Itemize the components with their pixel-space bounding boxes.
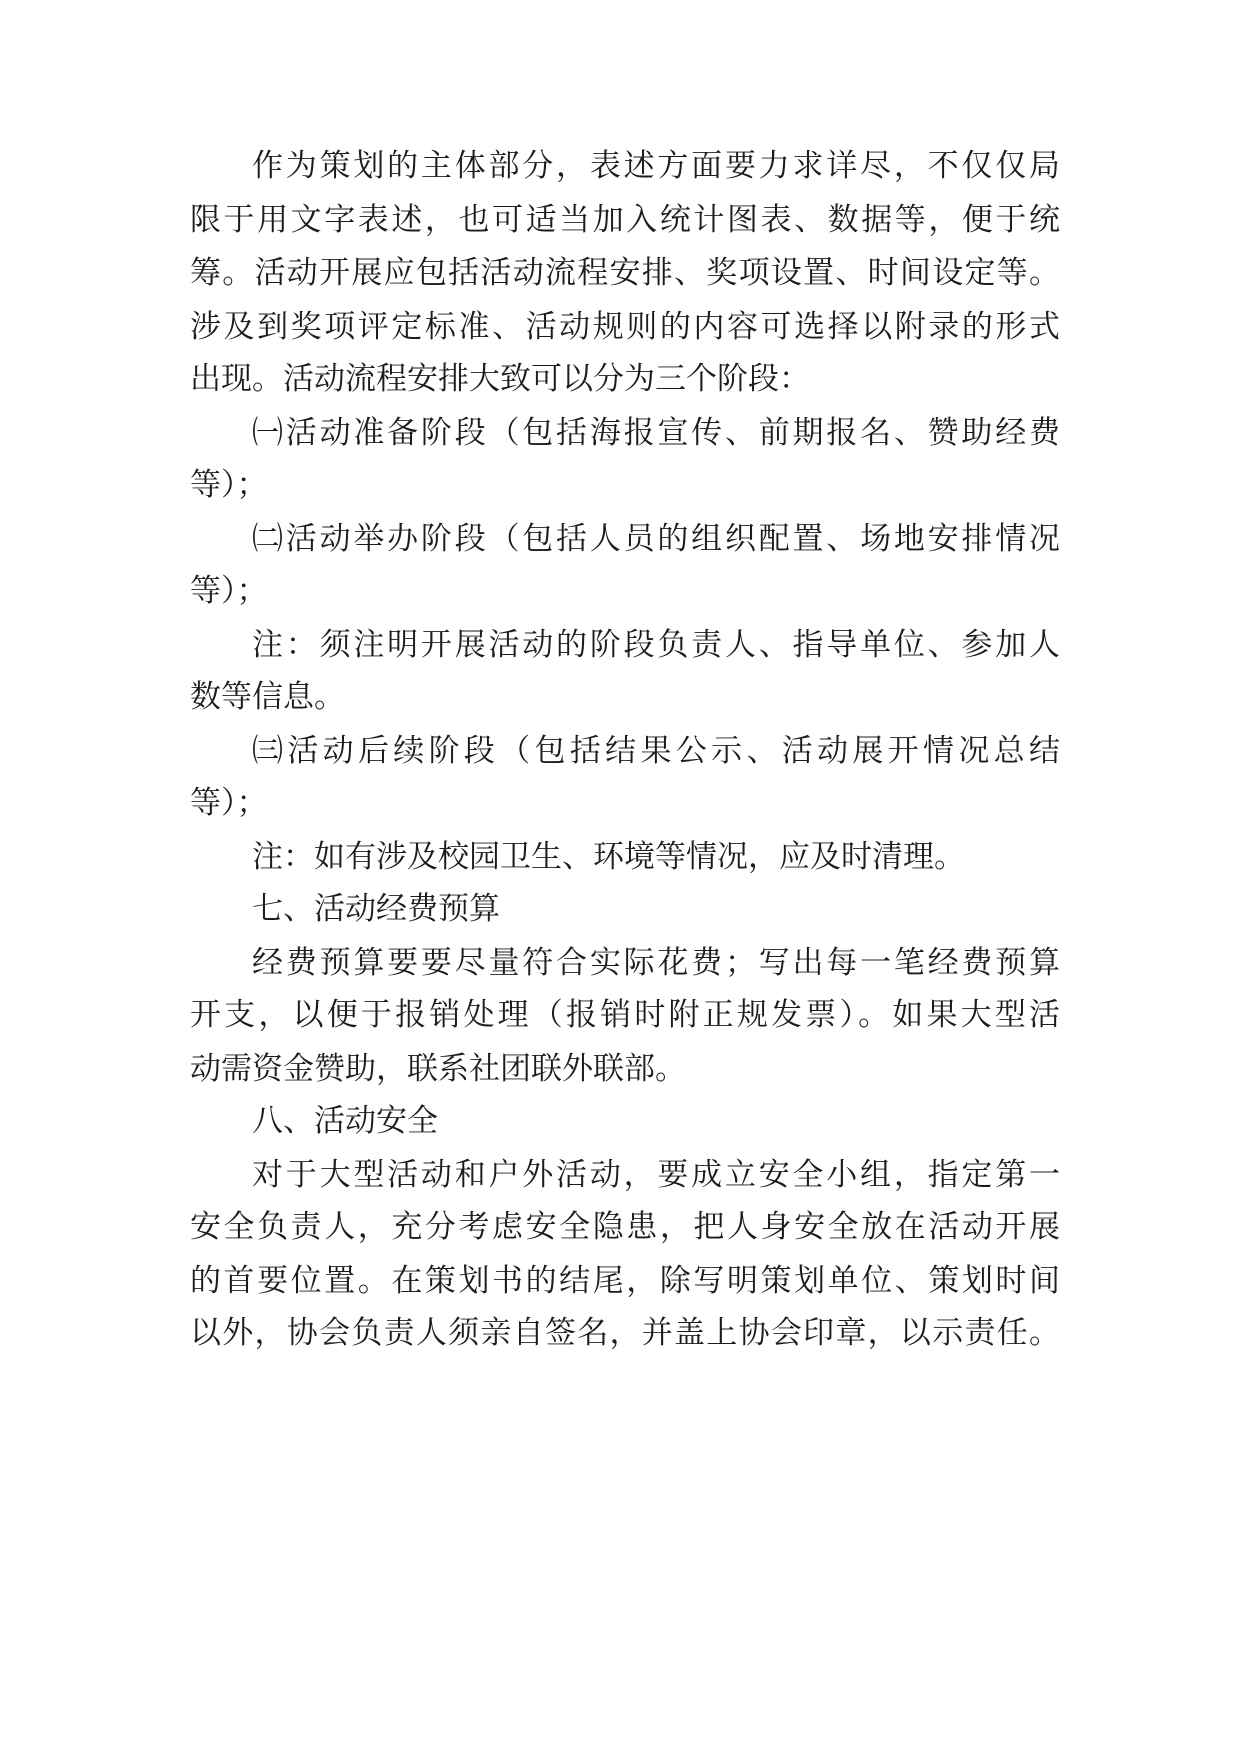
paragraph-line: 筹。活动开展应包括活动流程安排、奖项设置、时间设定等。 xyxy=(190,255,1060,291)
paragraph-line: 以外，协会负责人须亲自签名，并盖上协会印章，以示责任。 xyxy=(190,1315,1060,1351)
note-line: 数等信息。 xyxy=(190,679,345,715)
list-item-line: ㈠活动准备阶段（包括海报宣传、前期报名、赞助经费 xyxy=(252,415,1060,451)
list-item-line: ㈢活动后续阶段（包括结果公示、活动展开情况总结 xyxy=(252,733,1060,769)
note-line: 注：如有涉及校园卫生、环境等情况，应及时清理。 xyxy=(252,839,965,875)
list-item-line: 等）； xyxy=(190,785,268,821)
paragraph-line: 对于大型活动和户外活动，要成立安全小组，指定第一 xyxy=(252,1157,1060,1193)
paragraph-line: 开支，以便于报销处理（报销时附正规发票）。如果大型活 xyxy=(190,997,1060,1033)
paragraph-line: 的首要位置。在策划书的结尾，除写明策划单位、策划时间 xyxy=(190,1263,1060,1299)
list-item-line: ㈡活动举办阶段（包括人员的组织配置、场地安排情况 xyxy=(252,521,1060,557)
paragraph-line: 出现。活动流程安排大致可以分为三个阶段： xyxy=(190,361,810,397)
section-heading: 八、活动安全 xyxy=(252,1103,438,1139)
note-line: 注：须注明开展活动的阶段负责人、指导单位、参加人 xyxy=(252,627,1060,663)
list-item-line: 等）； xyxy=(190,467,268,503)
paragraph-line: 涉及到奖项评定标准、活动规则的内容可选择以附录的形式 xyxy=(190,309,1060,345)
paragraph-line: 安全负责人，充分考虑安全隐患，把人身安全放在活动开展 xyxy=(190,1209,1060,1245)
paragraph-line: 限于用文字表述，也可适当加入统计图表、数据等，便于统 xyxy=(190,202,1060,238)
section-heading: 七、活动经费预算 xyxy=(252,891,500,927)
paragraph-line: 经费预算要要尽量符合实际花费；写出每一笔经费预算 xyxy=(252,945,1060,981)
paragraph-line: 动需资金赞助，联系社团联外联部。 xyxy=(190,1051,686,1087)
paragraph-line: 作为策划的主体部分，表述方面要力求详尽，不仅仅局 xyxy=(252,148,1060,184)
list-item-line: 等）； xyxy=(190,573,268,609)
